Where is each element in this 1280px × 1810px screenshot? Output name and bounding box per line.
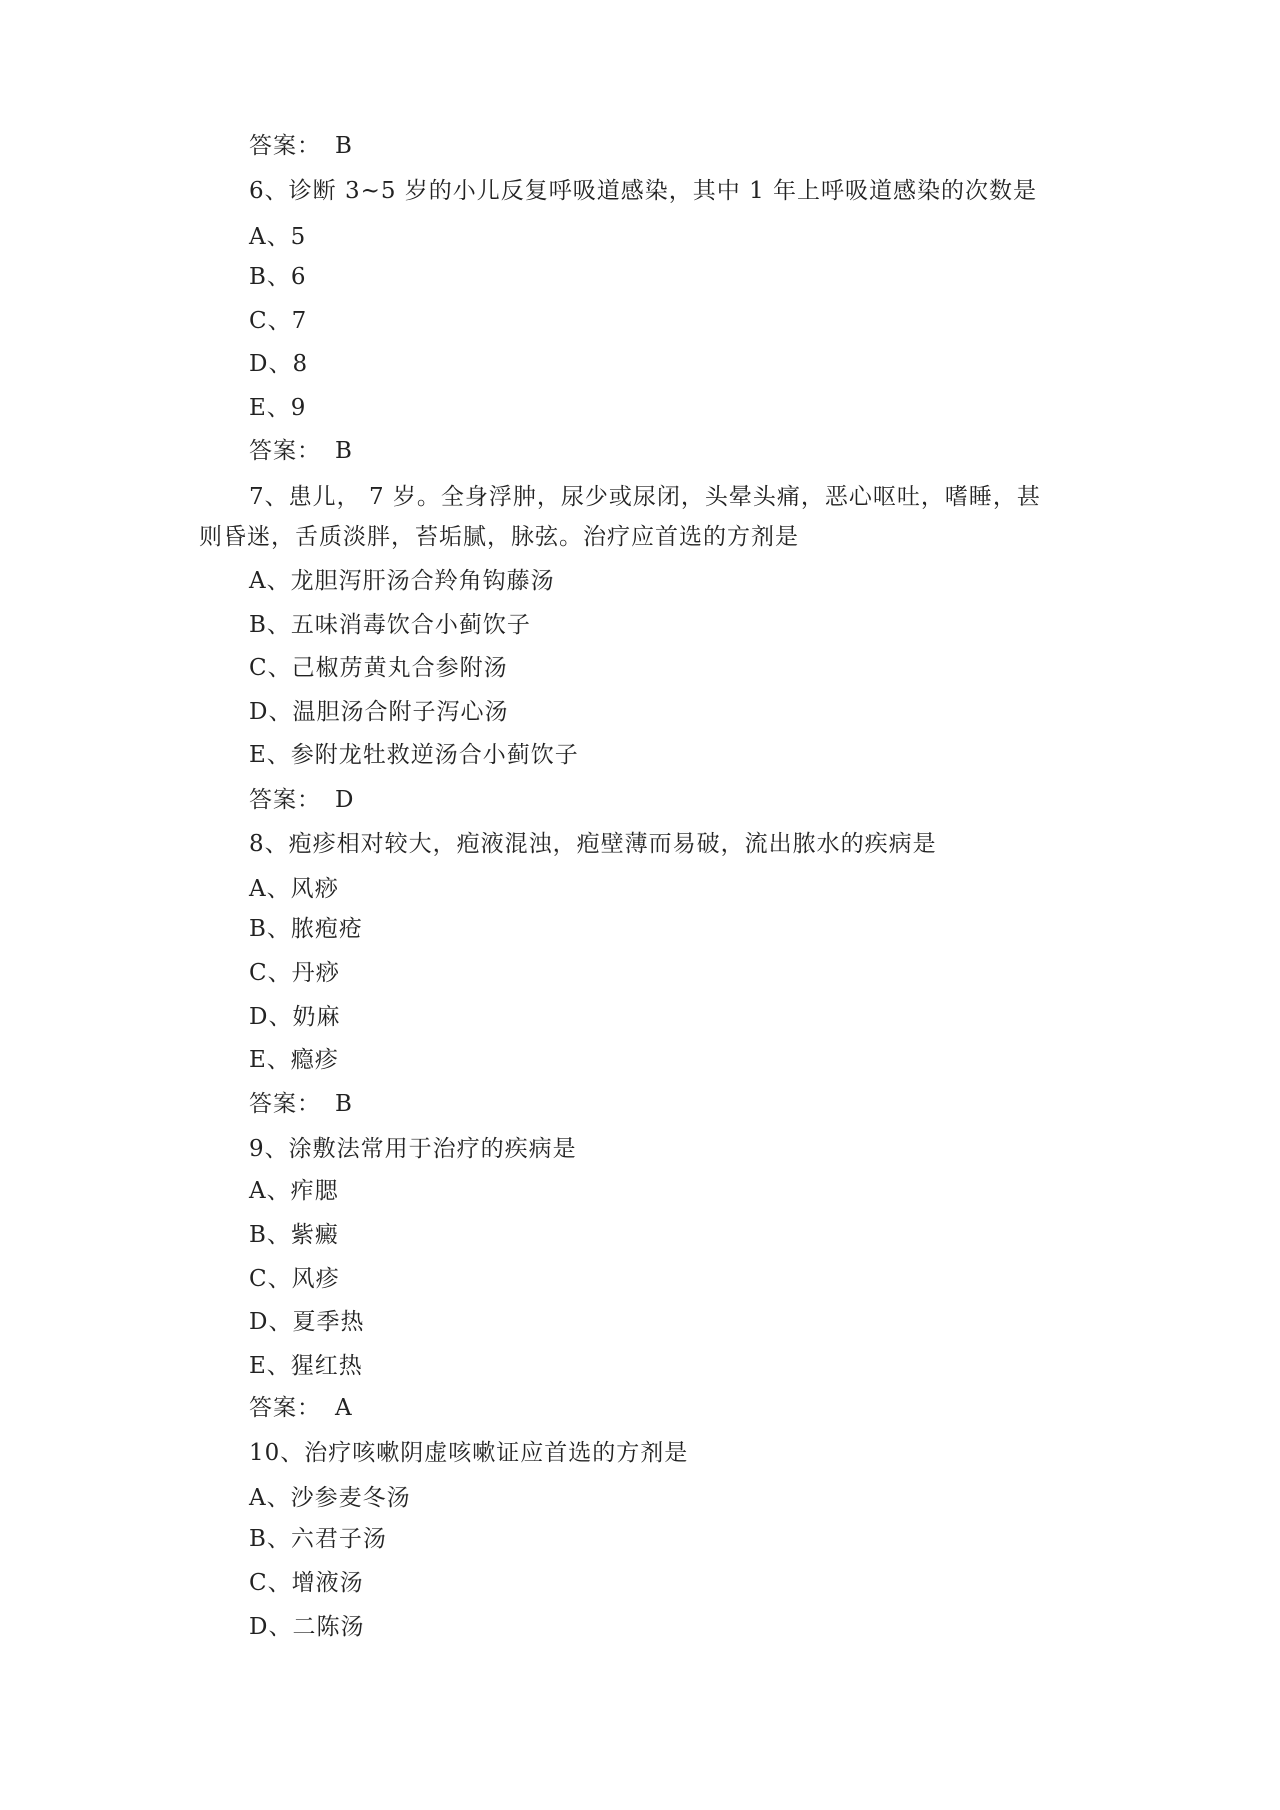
answer-line (249, 131, 353, 161)
option-line: A、5 (249, 224, 307, 250)
answer-label: 答案： (249, 1091, 321, 1117)
answer-line (249, 436, 353, 466)
option-line: A、沙参麦冬汤 (249, 1485, 411, 1511)
option-line: D、8 (249, 351, 309, 377)
option-line: E、猩红热 (249, 1353, 363, 1379)
answer-label: 答案： (249, 438, 321, 464)
option-line: B、紫癜 (249, 1222, 339, 1248)
option-line: E、9 (249, 395, 307, 421)
answer-line (249, 785, 354, 815)
answer-label: 答案： (249, 133, 321, 159)
question-text: 10、治疗咳嗽阴虚咳嗽证应首选的方剂是 (249, 1440, 689, 1466)
answer-value: A (335, 1395, 353, 1421)
option-line: C、增液汤 (249, 1570, 364, 1596)
option-line: A、痄腮 (249, 1178, 339, 1204)
answer-line (249, 1089, 353, 1119)
option-line: B、六君子汤 (249, 1526, 387, 1552)
question-text: 8、疱疹相对较大，疱液混浊，疱壁薄而易破，流出脓水的疾病是 (249, 831, 937, 857)
question-text: 7、患儿， 7 岁。全身浮肿，尿少或尿闭，头晕头痛，恶心呕吐，嗜睡，甚 (249, 484, 1041, 510)
option-line: B、6 (249, 264, 307, 290)
question-text: 6、诊断 3~5 岁的小儿反复呼吸道感染，其中 1 年上呼吸道感染的次数是 (249, 178, 1038, 204)
answer-value: D (335, 787, 355, 813)
option-line: A、龙胆泻肝汤合羚角钩藤汤 (249, 568, 555, 594)
option-line: D、夏季热 (249, 1309, 365, 1335)
option-line: C、7 (249, 308, 308, 334)
option-line: C、风疹 (249, 1266, 340, 1292)
option-line: E、参附龙牡救逆汤合小蓟饮子 (249, 742, 579, 768)
answer-label: 答案： (249, 1395, 321, 1421)
answer-line (249, 1393, 353, 1423)
option-line: D、温胆汤合附子泻心汤 (249, 699, 509, 725)
option-line: B、五味消毒饮合小蓟饮子 (249, 612, 531, 638)
option-line: D、奶麻 (249, 1004, 341, 1030)
option-line: B、脓疱疮 (249, 916, 363, 942)
option-line: E、瘾疹 (249, 1047, 339, 1073)
answer-label: 答案： (249, 787, 321, 813)
option-line: C、己椒苈黄丸合参附汤 (249, 655, 508, 681)
answer-value: B (335, 1091, 353, 1117)
option-line: C、丹痧 (249, 960, 340, 986)
answer-value: B (335, 438, 353, 464)
option-line: A、风痧 (249, 876, 339, 902)
option-line: D、二陈汤 (249, 1614, 365, 1640)
question-text-continued: 则昏迷，舌质淡胖，苔垢腻，脉弦。治疗应首选的方剂是 (199, 524, 799, 550)
question-text: 9、涂敷法常用于治疗的疾病是 (249, 1136, 577, 1162)
answer-value: B (335, 133, 353, 159)
